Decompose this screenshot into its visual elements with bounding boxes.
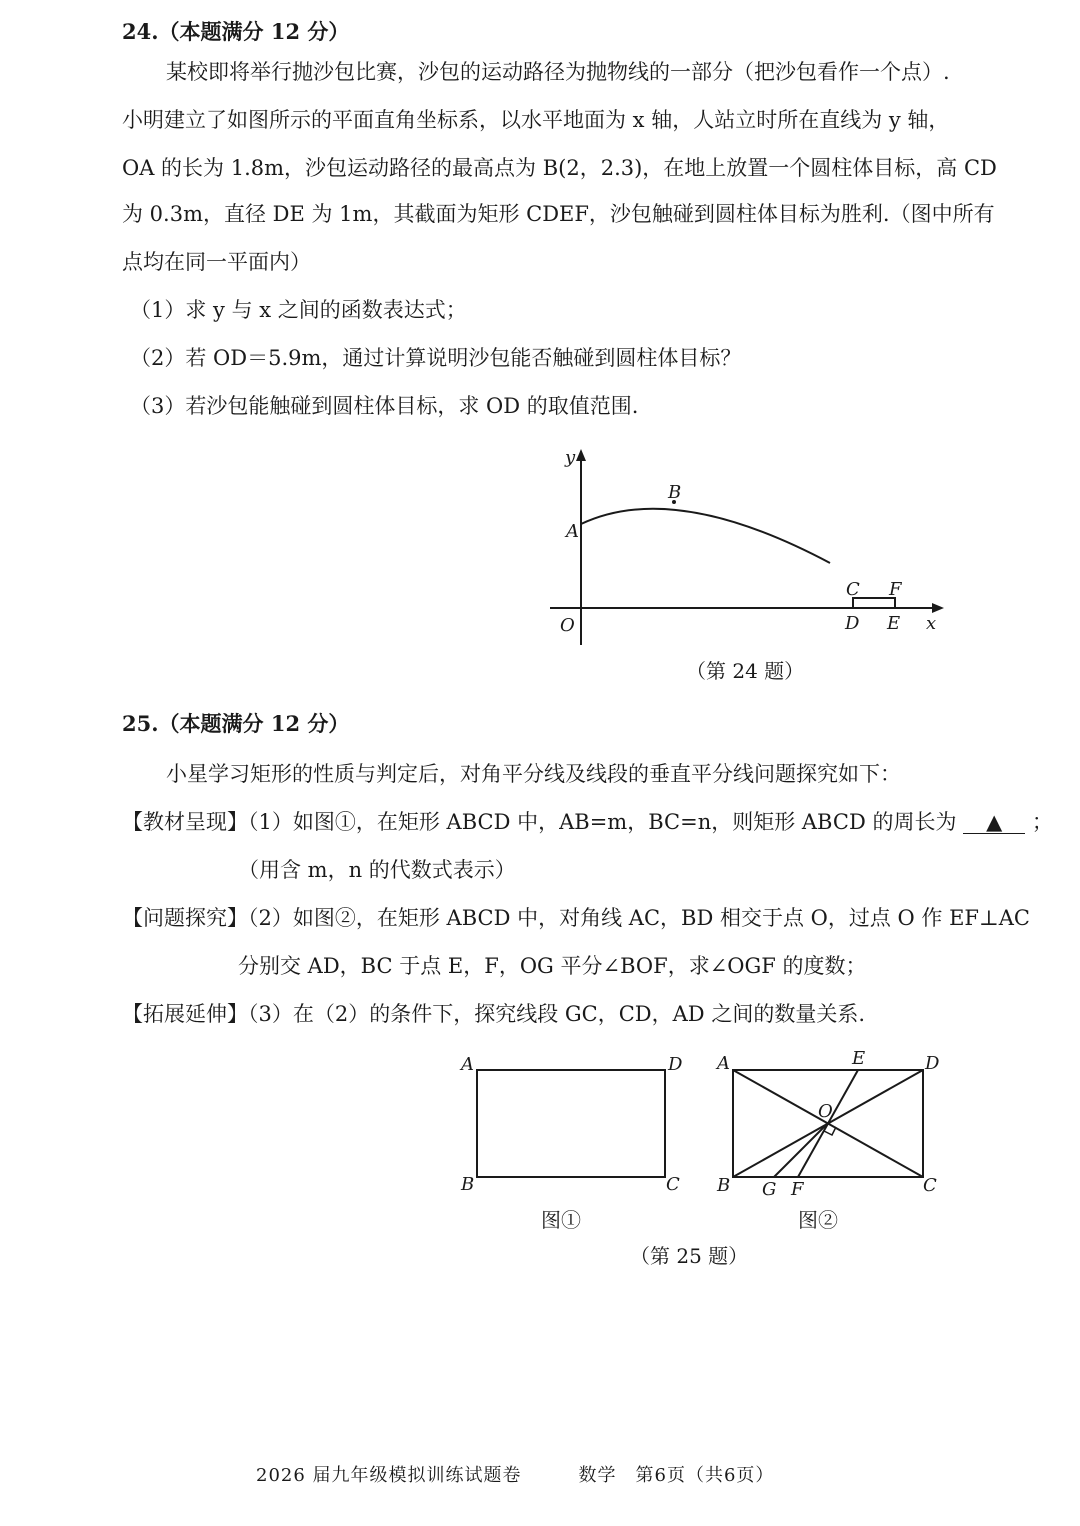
label-x: x xyxy=(926,613,937,634)
fig2-label-o: O xyxy=(818,1101,833,1122)
q24-figure xyxy=(540,445,960,655)
fig2-label-g: G xyxy=(762,1179,777,1200)
fig1-label-c: C xyxy=(666,1174,680,1195)
fig1-label-d: D xyxy=(668,1054,683,1075)
fig2-label-e: E xyxy=(852,1048,866,1069)
x-axis-arrow xyxy=(932,603,944,613)
parabola-path xyxy=(581,509,830,563)
page-footer: 2026 届九年级模拟训练试题卷 数学 第6页（共6页） xyxy=(256,1465,775,1486)
q25-part-2: 【问题探究】（2）如图②，在矩形 ABCD 中，对角线 AC，BD 相交于点 O，过点 O 作 EF⊥AC xyxy=(122,906,1030,930)
label-c: C xyxy=(846,579,860,600)
fig2-label-c: C xyxy=(923,1175,937,1196)
q25-figure-2 xyxy=(708,1045,958,1205)
label-b: B xyxy=(668,482,682,503)
fig2-label-b: B xyxy=(717,1175,731,1196)
q24-caption: （第 24 题） xyxy=(686,659,805,683)
label-a: A xyxy=(566,521,579,542)
q24-line-3: OA 的长为 1.8m，沙包运动路径的最高点为 B(2，2.3)，在地上放置一个圆柱体目标，高 CD xyxy=(122,156,997,180)
q24-part-2: （2）若 OD＝5.9m，通过计算说明沙包能否触碰到圆柱体目标？ xyxy=(130,346,742,370)
label-o: O xyxy=(560,615,575,636)
label-y: y xyxy=(565,447,576,468)
label-e: E xyxy=(887,613,901,634)
q24-heading: 24.（本题满分 12 分） xyxy=(122,19,350,44)
label-f: F xyxy=(889,579,902,600)
rectangle-abcd xyxy=(477,1070,665,1177)
fig2-label-d: D xyxy=(925,1053,940,1074)
q25-part-1-note: （用含 m，n 的代数式表示） xyxy=(238,858,516,882)
q25-part-1-end: ； xyxy=(1031,810,1053,834)
q25-part-2-cont: 分别交 AD，BC 于点 E，F，OG 平分∠BOF，求∠OGF 的度数； xyxy=(238,954,867,978)
answer-blank: ▲ xyxy=(963,811,1025,834)
q24-line-5: 点均在同一平面内） xyxy=(122,250,311,274)
y-axis-arrow xyxy=(576,449,586,461)
fig1-label-b: B xyxy=(461,1174,475,1195)
q25-intro: 小星学习矩形的性质与判定后，对角平分线及线段的垂直平分线问题探究如下： xyxy=(166,762,901,786)
fig2-label-a: A xyxy=(717,1053,730,1074)
fig1-label-a: A xyxy=(461,1054,474,1075)
q25-part-1-text: 【教材呈现】（1）如图①，在矩形 ABCD 中，AB=m，BC=n，则矩形 ABCD 的周长为 xyxy=(122,810,957,834)
q25-figure-1 xyxy=(455,1050,695,1200)
fig2-label-f: F xyxy=(791,1179,804,1200)
q25-heading: 25.（本题满分 12 分） xyxy=(122,711,350,736)
q25-part-3: 【拓展延伸】（3）在（2）的条件下，探究线段 GC，CD，AD 之间的数量关系. xyxy=(122,1002,865,1026)
q24-part-1: （1）求 y 与 x 之间的函数表达式； xyxy=(130,298,467,322)
q24-line-2: 小明建立了如图所示的平面直角坐标系，以水平地面为 x 轴，人站立时所在直线为 y 轴， xyxy=(122,108,950,132)
q25-caption: （第 25 题） xyxy=(630,1244,749,1268)
fig1-caption: 图① xyxy=(541,1208,581,1232)
q25-part-1 xyxy=(122,808,1053,836)
q24-line-1: 某校即将举行抛沙包比赛，沙包的运动路径为抛物线的一部分（把沙包看作一个点）. xyxy=(166,60,950,84)
q24-line-4: 为 0.3m，直径 DE 为 1m，其截面为矩形 CDEF，沙包触碰到圆柱体目标为胜利.（图中所有 xyxy=(122,202,995,226)
fig2-caption: 图② xyxy=(798,1208,838,1232)
q24-part-3: （3）若沙包能触碰到圆柱体目标，求 OD 的取值范围. xyxy=(130,394,639,418)
label-d: D xyxy=(845,613,860,634)
